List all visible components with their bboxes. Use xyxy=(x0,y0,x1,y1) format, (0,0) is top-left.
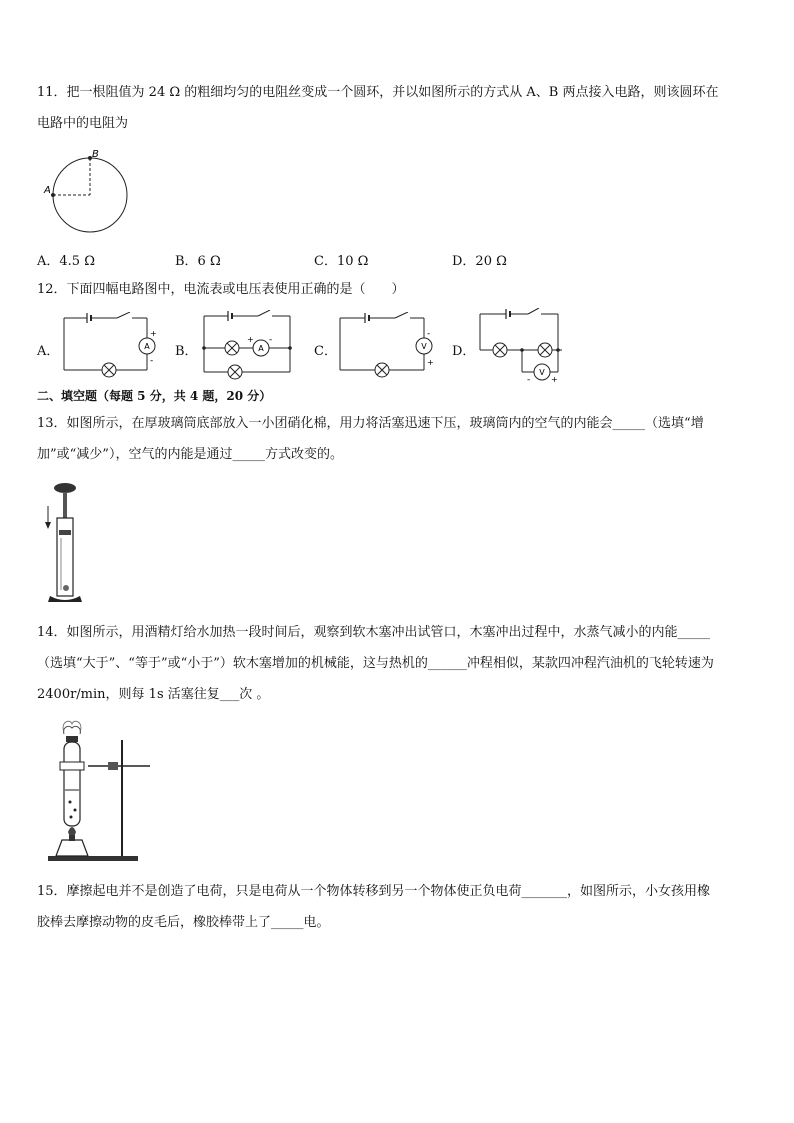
q14-line3: 2400r/min，则每 1s 活塞往复___次 。 xyxy=(37,687,270,702)
bubble xyxy=(74,809,77,812)
piston-handle xyxy=(54,483,76,493)
circuit-a xyxy=(62,312,162,378)
q11-ring-figure xyxy=(36,146,136,236)
junction-dot xyxy=(202,346,206,350)
circuit-c xyxy=(338,312,438,378)
q14-line2: （选填“大于”、“等于”或“小于”）软木塞增加的机械能，这与热机的______冲程相似，某款四冲程汽油机的飞轮转速为 xyxy=(37,656,714,671)
minus-sign: - xyxy=(527,375,531,384)
voltmeter-label: V xyxy=(539,368,545,377)
q15-line1: 15．摩擦起电并不是创造了电荷，只是电荷从一个物体转移到另一个物体使正负电荷_______，如图所示，小女孩用橡 xyxy=(37,884,711,899)
q12-stem: 12．下面四幅电路图中，电流表或电压表使用正确的是（ ） xyxy=(37,282,405,297)
test-tube xyxy=(64,742,80,826)
lamp-icon xyxy=(228,365,242,379)
clamp-holder xyxy=(108,762,118,770)
q14-line1: 14．如图所示，用酒精灯给水加热一段时间后，观察到软木塞冲出试管口，木塞冲出过程中，水蒸气减小的内能_____ xyxy=(37,625,711,640)
lamp-icon xyxy=(375,363,389,377)
cork-stopper xyxy=(66,736,78,742)
cotton-ball xyxy=(63,585,69,591)
minus-sign: - xyxy=(150,356,154,366)
lamp-icon xyxy=(225,341,239,355)
lamp-icon xyxy=(493,343,507,357)
circuit-d xyxy=(476,308,572,384)
junction-dot xyxy=(288,346,292,350)
circuit-b xyxy=(198,310,298,382)
junction-dot xyxy=(520,348,524,352)
alcohol-lamp xyxy=(56,840,88,856)
section-title: 二、填空题（每题 5 分，共 4 题，20 分） xyxy=(37,389,272,403)
steam-wisps xyxy=(64,726,81,734)
q14-test-tube-figure xyxy=(44,720,154,866)
point-b-label: B xyxy=(92,149,99,160)
q12-option-b[interactable]: B． xyxy=(175,344,198,359)
point-a-label: A xyxy=(44,185,51,196)
q11-option-b[interactable]: B．6 Ω xyxy=(175,254,221,269)
ammeter-label: A xyxy=(258,344,264,353)
tube-clamp-ring xyxy=(60,762,84,770)
q11-option-c[interactable]: C．10 Ω xyxy=(314,254,369,269)
plus-sign: + xyxy=(150,329,157,338)
tube-base xyxy=(48,596,82,602)
junction-dot xyxy=(556,348,560,352)
q13-line2: 加”或“减少”），空气的内能是通过_____方式改变的。 xyxy=(37,447,343,462)
minus-sign: - xyxy=(427,329,431,339)
down-arrow-icon xyxy=(45,522,51,529)
q11-option-a[interactable]: A．4.5 Ω xyxy=(37,254,95,269)
voltmeter-label: V xyxy=(421,342,427,351)
q15-line2: 胶棒去摩擦动物的皮毛后，橡胶棒带上了_____电。 xyxy=(37,915,330,930)
steam-wisps xyxy=(63,721,81,732)
ammeter-label: A xyxy=(144,342,150,351)
q12-option-c[interactable]: C． xyxy=(314,344,337,359)
lamp-wick-holder xyxy=(69,835,75,841)
q11-option-d[interactable]: D．20 Ω xyxy=(452,254,507,269)
plus-sign: + xyxy=(427,358,434,367)
glass-tube xyxy=(57,518,73,596)
lamp-icon xyxy=(538,343,552,357)
plus-sign: + xyxy=(551,375,558,384)
point-a-dot xyxy=(51,193,55,197)
q12-option-d[interactable]: D． xyxy=(452,344,476,359)
minus-sign: - xyxy=(269,335,273,345)
stand-base xyxy=(48,856,138,861)
q13-compression-tube-figure xyxy=(40,478,90,610)
bubble xyxy=(70,816,73,819)
q11-line1: 11．把一根阻值为 24 Ω 的粗细均匀的电阻丝变成一个圆环，并以如图所示的方式从 A、B 两点接入电路，则该圆环在 xyxy=(37,85,719,100)
piston-plunger xyxy=(59,530,71,535)
q11-line2: 电路中的电阻为 xyxy=(37,116,129,131)
q13-line1: 13．如图所示，在厚玻璃筒底部放入一小团硝化棉，用力将活塞迅速下压，玻璃筒内的空气的内能会_____（选填“增 xyxy=(37,416,704,431)
bubble xyxy=(69,801,72,804)
q12-option-a[interactable]: A． xyxy=(37,344,60,359)
plus-sign: + xyxy=(247,335,254,344)
lamp-icon xyxy=(102,363,116,377)
